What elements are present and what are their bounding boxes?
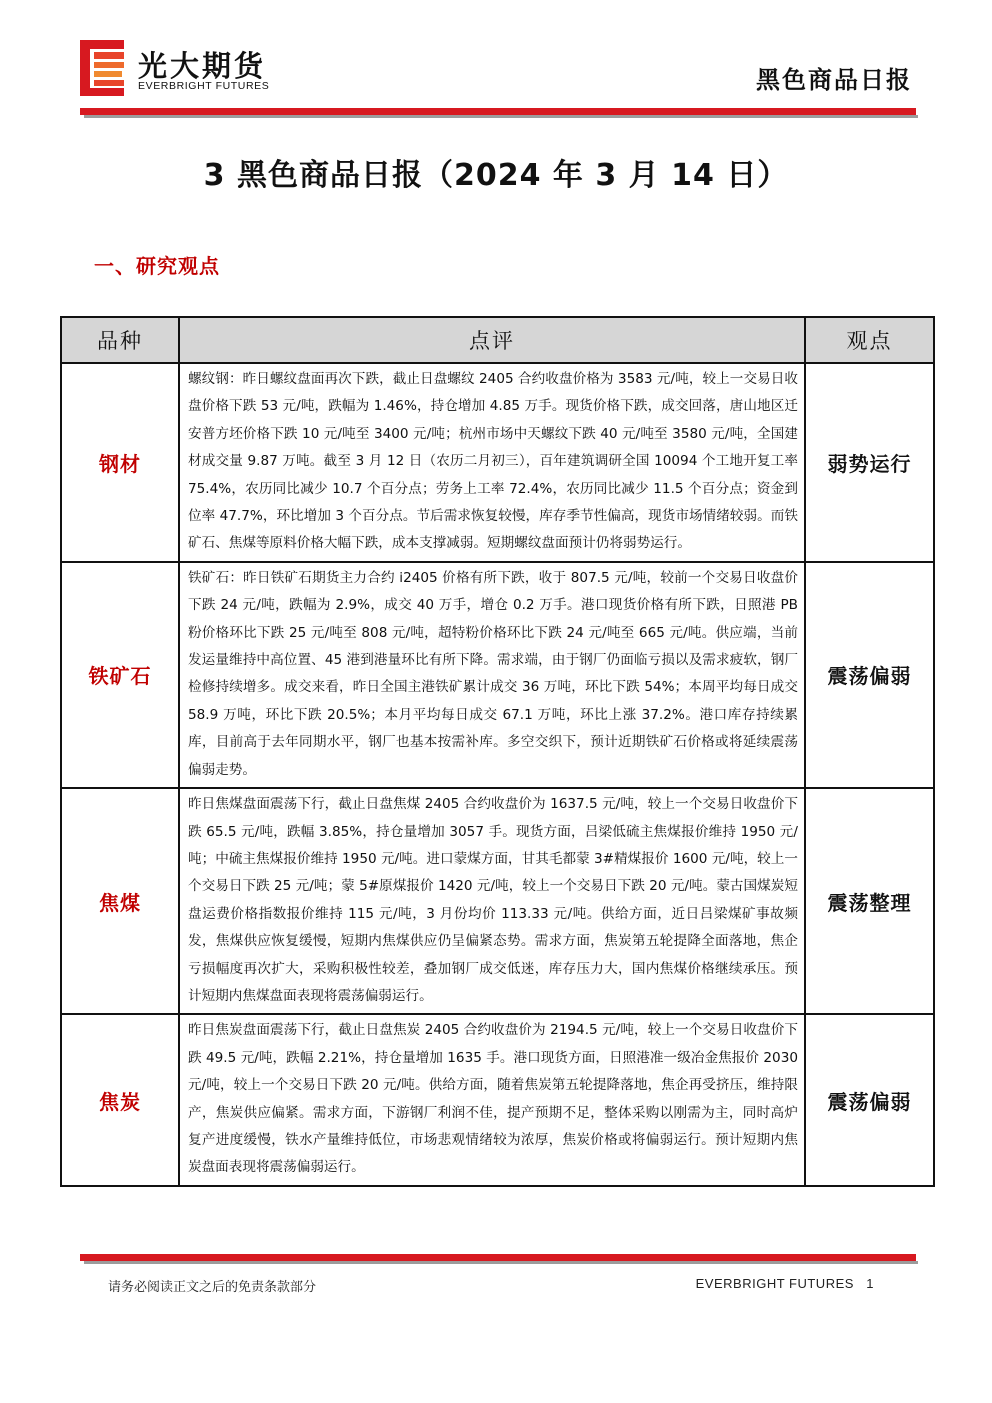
footer-divider-shadow	[84, 1261, 918, 1264]
comment-text: 铁矿石：昨日铁矿石期货主力合约 i2405 价格有所下跌，收于 807.5 元/吨，较前一个交易日收盘价下跌 24 元/吨，跌幅为 2.9%，成交 40 万手，增仓 0.2 万手。港口现货价格有所下跌，日照港 PB 粉价格环比下跌 25 元/吨至 808 元/吨，超特粉价格环比下跌 24 元/吨至 665 元/吨。供应端，当前发运量维持中高位置、45 港到港量环比有所下降。需求端，由于钢厂仍面临亏损以及需求疲软，钢厂检修持续增多。成交来看，昨日全国主港铁矿累计成交 36 万吨，环比下跌 54%；本周平均每日成交 58.9 万吨，环比下跌 20.5%；本月平均每日成交 67.1 万吨，环比上涨 37.2%。港口库存持续累库，目前高于去年同期水平，钢厂也基本按需补库。多空交织下，预计近期铁矿石价格或将延续震荡偏弱走势。	[188, 569, 798, 778]
comment-cell	[179, 363, 805, 562]
view-cell: 弱势运行	[805, 363, 934, 562]
table-row-coke	[61, 1014, 934, 1185]
column-header-comment: 点评	[179, 317, 805, 363]
comment-cell	[179, 562, 805, 788]
table-row-coking-coal	[61, 788, 934, 1014]
comment-text: 昨日焦炭盘面震荡下行，截止日盘焦炭 2405 合约收盘价为 2194.5 元/吨，较上一个交易日收盘价下跌 49.5 元/吨，跌幅 2.21%，持仓量增加 1635 手。港口现货方面，日照港准一级冶金焦报价 2030 元/吨，较上一个交易日下跌 20 元/吨。供给方面，随着焦炭第五轮提降落地，焦企再受挤压，维持限产，焦炭供应偏紧。需求方面，下游钢厂利润不佳，提产预期不足，整体采购以刚需为主，同时高炉复产进度缓慢，铁水产量维持低位，市场悲观情绪较为浓厚，焦炭价格或将偏弱运行。预计短期内焦炭盘面表现将震荡偏弱运行。	[188, 1022, 798, 1176]
view-cell: 震荡偏弱	[805, 1014, 934, 1185]
comment-cell	[179, 1014, 805, 1185]
logo-chinese-name: 光大期货	[138, 49, 267, 83]
variety-cell: 铁矿石	[61, 562, 179, 788]
document-title: 3 黑色商品日报（2024 年 3 月 14 日）	[203, 158, 789, 193]
view-cell: 震荡偏弱	[805, 562, 934, 788]
column-header-variety: 品种	[61, 317, 179, 363]
comment-cell	[179, 788, 805, 1014]
variety-cell: 钢材	[61, 363, 179, 562]
table-header-row	[61, 317, 934, 363]
report-series-title: 黑色商品日报	[756, 65, 912, 94]
footer-brand: EVERBRIGHT FUTURES	[695, 1276, 854, 1291]
table-row-steel	[61, 363, 934, 562]
research-view-table	[60, 316, 935, 1187]
logo-english-name: EVERBRIGHT FUTURES	[138, 80, 270, 92]
footer-brand-page	[696, 1276, 874, 1291]
table-row-iron-ore	[61, 562, 934, 788]
page-number: 1	[866, 1276, 874, 1291]
header-divider-shadow	[84, 115, 918, 118]
section-heading: 一、研究观点	[94, 254, 220, 278]
footer-disclaimer: 请务必阅读正文之后的免责条款部分	[108, 1280, 317, 1295]
column-header-view: 观点	[805, 317, 934, 363]
variety-cell: 焦煤	[61, 788, 179, 1014]
view-cell: 震荡整理	[805, 788, 934, 1014]
everbright-logo-icon	[80, 40, 126, 96]
footer-divider	[80, 1254, 916, 1261]
comment-text: 螺纹钢：昨日螺纹盘面再次下跌，截止日盘螺纹 2405 合约收盘价格为 3583 元/吨，较上一交易日收盘价格下跌 53 元/吨，跌幅为 1.46%，持仓增加 4.85 万手。现货价格下跌，成交回落，唐山地区迁安普方坯价格下跌 10 元/吨至 3400 元/吨；杭州市场中天螺纹下跌 40 元/吨至 3580 元/吨，全国建材成交量 9.87 万吨。截至 3 月 12 日（农历二月初三），百年建筑调研全国 10094 个工地开复工率 75.4%，农历同比减少 10.7 个百分点；劳务上工率 72.4%，农历同比减少 11.5 个百分点；资金到位率 47.7%，环比增加 3 个百分点。节后需求恢复较慢，库存季节性偏高，现货市场情绪较弱。而铁矿石、焦煤等原料价格大幅下跌，成本支撑减弱。短期螺纹盘面预计仍将弱势运行。	[188, 371, 798, 552]
comment-text: 昨日焦煤盘面震荡下行，截止日盘焦煤 2405 合约收盘价为 1637.5 元/吨，较上一个交易日收盘价下跌 65.5 元/吨，跌幅 3.85%，持仓量增加 3057 手。现货方面，吕梁低硫主焦煤报价维持 1950 元/吨；中硫主焦煤报价维持 1950 元/吨。进口蒙煤方面，甘其毛都蒙 3#精煤报价 1600 元/吨，较上一个交易日下跌 25 元/吨；蒙 5#原煤报价 1420 元/吨，较上一个交易日下跌 20 元/吨。蒙古国煤炭短盘运费价格指数报价维持 115 元/吨，3 月份均价 113.33 元/吨。供给方面，近日吕梁煤矿事故频发，焦煤供应恢复缓慢，短期内焦煤供应仍呈偏紧态势。需求方面，焦炭第五轮提降全面落地，焦企亏损幅度再次扩大，采购积极性较差，叠加钢厂成交低迷，库存压力大，国内焦煤价格继续承压。预计短期内焦煤盘面表现将震荡偏弱运行。	[188, 796, 798, 1004]
variety-cell: 焦炭	[61, 1014, 179, 1185]
company-logo	[80, 40, 300, 100]
header-divider	[80, 108, 916, 115]
